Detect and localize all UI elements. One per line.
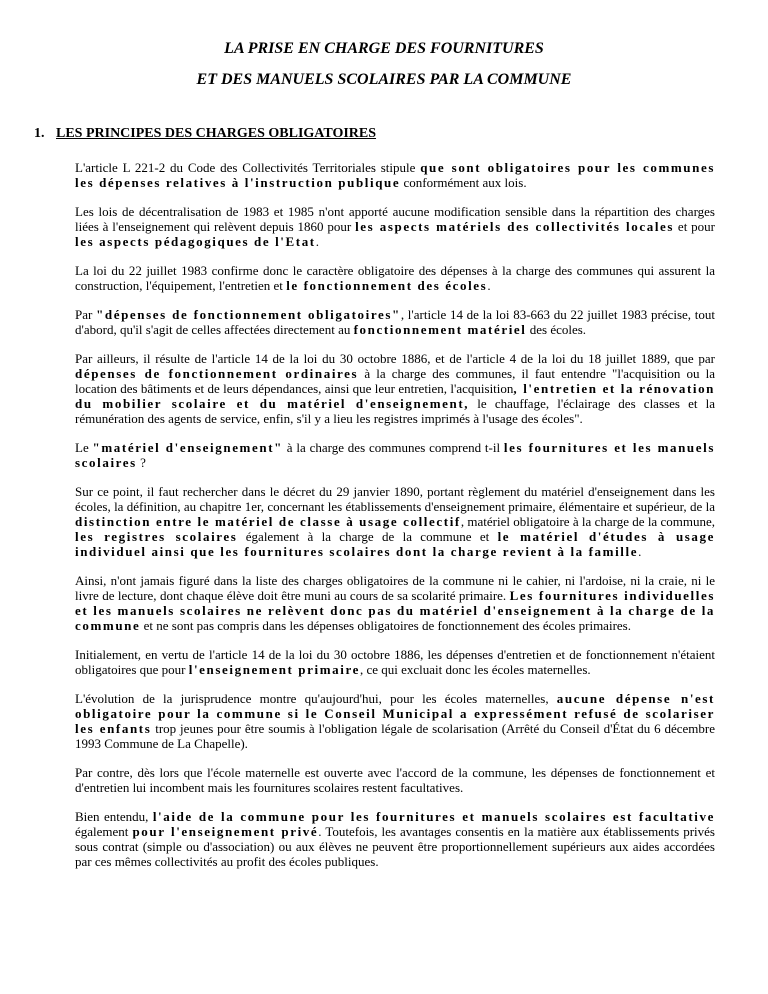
section-number: 1. [34, 126, 45, 141]
section-title: LES PRINCIPES DES CHARGES OBLIGATOIRES [56, 126, 377, 141]
body-text: conformément aux lois. [400, 175, 527, 190]
body-text: des écoles. [526, 322, 587, 337]
emphasis-text: , l'entretien et la rénovation du mobilier scolaire et du matériel d'enseignement, [75, 381, 716, 411]
paragraph [75, 573, 715, 633]
emphasis-text: les aspects matériels des collectivités locales [355, 219, 675, 234]
emphasis-text: distinction entre le matériel de classe à usage collectif [75, 514, 461, 529]
body-text: et ne sont pas compris dans les dépenses obligatoires de fonctionnement des écoles primaires. [140, 618, 631, 633]
paragraph [75, 440, 715, 470]
paragraph [75, 160, 715, 190]
body-text: à la charge des communes comprend t-il [282, 440, 504, 455]
body-text: Le [75, 440, 93, 455]
paragraph [75, 307, 715, 337]
paragraph [75, 351, 715, 426]
paragraph [75, 647, 715, 677]
body-text: . [315, 234, 319, 249]
emphasis-text: l'aide de la commune pour les fournitures et manuels scolaires est facultative [152, 809, 715, 824]
body-text: Par [75, 307, 97, 322]
emphasis-text: dépenses de fonctionnement ordinaires [75, 366, 359, 381]
body-text: . Toutefois, les avantages consentis en la matière aux établissements privés sous contrat (simple ou d'association) ou aux élèves ne peuvent être proportionnellement supérieurs aux aides accordées par ces mêmes collectivités au profit des écoles publiques. [75, 824, 715, 869]
body-text: également à la charge de la commune et [237, 529, 498, 544]
document-body [75, 160, 715, 883]
emphasis-text: Les fournitures individuelles et les manuels scolaires ne relèvent donc pas du matériel d'enseignement à la charge de la commune [75, 588, 716, 633]
paragraph [75, 809, 715, 869]
emphasis-text: l'enseignement primaire [188, 662, 360, 677]
emphasis-text: le matériel d'études à usage individuel ainsi que les fournitures scolaires dont la charge revient à la famille [75, 529, 715, 559]
emphasis-text: pour l'enseignement privé [132, 824, 319, 839]
body-text: . [487, 278, 491, 293]
body-text: Ainsi, n'ont jamais figuré dans la liste des charges obligatoires de la commune ni le cahier, ni l'ardoise, ni la craie, ni le livre de lecture, dont chaque élève doit être muni au cours de sa scolarité primaire. [75, 573, 715, 603]
body-text: . [638, 544, 642, 559]
emphasis-text: que sont obligatoires pour les communes les dépenses relatives à l'instruction publique [75, 160, 715, 190]
document-title-line-1: LA PRISE EN CHARGE DES FOURNITURES [224, 40, 544, 57]
body-text: , matériel obligatoire à la charge de la commune, [460, 514, 715, 529]
body-text: également [75, 824, 133, 839]
body-text: Les lois de décentralisation de 1983 et 1985 n'ont apporté aucune modification sensible dans la répartition des charges liées à l'enseignement qui relèvent depuis 1860 pour [75, 204, 715, 234]
body-text: à la charge des communes, il faut entendre "l'acquisition ou la location des bâtiments et de leurs dépendances, ainsi que leur entretien, l'acquisition [75, 366, 715, 396]
emphasis-text: "dépenses de fonctionnement obligatoires" [96, 307, 401, 322]
body-text: trop jeunes pour être soumis à l'obligation légale de scolarisation (Arrêté du Conseil d'État du 6 décembre 1993 Commune de La Chapelle). [75, 721, 715, 751]
body-text: , l'article 14 de la loi 83-663 du 22 juillet 1983 précise, tout d'abord, qu'il s'agit de celles affectées directement au [75, 307, 715, 337]
paragraph [75, 691, 715, 751]
paragraph [75, 204, 715, 249]
body-text: Par contre, dès lors que l'école maternelle est ouverte avec l'accord de la commune, les dépenses de fonctionnement et d'entretien lui incombent mais les fournitures scolaires restent facultatives. [75, 765, 715, 795]
body-text: Bien entendu, [75, 809, 153, 824]
document-title-line-2: ET DES MANUELS SCOLAIRES PAR LA COMMUNE [196, 71, 572, 88]
emphasis-text: aucune dépense n'est obligatoire pour la commune si le Conseil Municipal a expressément refusé de scolariser les enfants [75, 691, 715, 736]
emphasis-text: fonctionnement matériel [353, 322, 527, 337]
body-text: et pour [674, 219, 715, 234]
paragraph [75, 484, 715, 559]
emphasis-text: les fournitures et les manuels scolaires [75, 440, 716, 470]
body-text: Initialement, en vertu de l'article 14 de la loi du 30 octobre 1886, les dépenses d'entretien et de fonctionnement n'étaient obligatoires que pour [75, 647, 715, 677]
emphasis-text: les aspects pédagogiques de l'Etat [75, 234, 316, 249]
emphasis-text: "matériel d'enseignement" [92, 440, 283, 455]
body-text: L'évolution de la jurisprudence montre qu'aujourd'hui, pour les écoles maternelles, [75, 691, 557, 706]
emphasis-text: le fonctionnement des écoles [286, 278, 488, 293]
paragraph [75, 765, 715, 795]
emphasis-text: les registres scolaires [75, 529, 238, 544]
body-text: L'article L 221-2 du Code des Collectivités Territoriales stipule [75, 160, 421, 175]
body-text: ? [136, 455, 146, 470]
body-text: Sur ce point, il faut rechercher dans le décret du 29 janvier 1890, portant règlement du matériel d'enseignement dans les écoles, la définition, au chapitre 1er, concernant les établissements d'enseignement primaire, élémentaire et supérieur, de la [75, 484, 715, 514]
body-text: Par ailleurs, il résulte de l'article 14 de la loi du 30 octobre 1886, et de l'article 4 de la loi du 18 juillet 1889, que par [75, 351, 715, 366]
section-heading [34, 126, 376, 142]
body-text: le chauffage, l'éclairage des classes et la rémunération des agents de service, enfin, s'il y a lieu les registres imprimés à l'usage des écoles". [75, 396, 716, 426]
body-text: , ce qui excluait donc les écoles maternelles. [359, 662, 591, 677]
body-text: La loi du 22 juillet 1983 confirme donc le caractère obligatoire des dépenses à la charge des communes qui assurent la construction, l'équipement, l'entretien et [75, 263, 715, 293]
paragraph [75, 263, 715, 293]
